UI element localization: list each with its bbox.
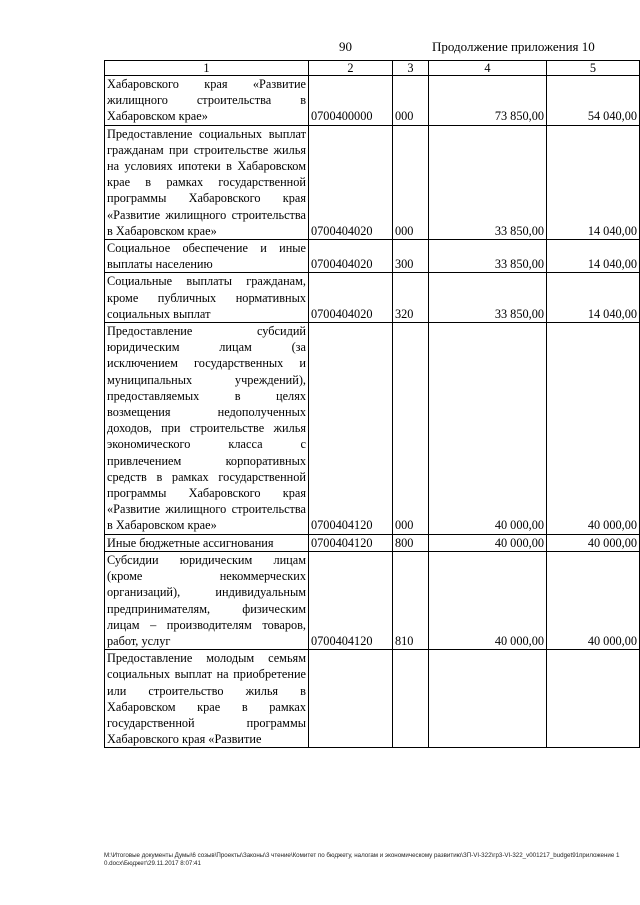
row-expense-type: 300 xyxy=(393,240,429,273)
row-name: Предоставление социальных выплат гражданам при строительстве жилья на условиях ипотеки в Хабаровском крае в рамках государственной программы Хабаровского края «Развитие жилищного строительства в Хабаровском крае» xyxy=(105,125,309,239)
row-value-col4: 40 000,00 xyxy=(429,534,547,551)
row-value-col5 xyxy=(547,650,640,748)
row-value-col4: 40 000,00 xyxy=(429,551,547,649)
row-expense-type: 810 xyxy=(393,551,429,649)
row-expense-type: 000 xyxy=(393,323,429,535)
row-name: Хабаровского края «Развитие жилищного строительства в Хабаровском крае» xyxy=(105,76,309,126)
row-name: Предоставление молодым семьям социальных выплат на приобретение или строительство жилья в Хабаровском крае в рамках государственной программы Хабаровского края «Развитие xyxy=(105,650,309,748)
row-expense-type xyxy=(393,650,429,748)
table-row xyxy=(105,551,640,649)
row-expense-type: 800 xyxy=(393,534,429,551)
row-value-col5: 40 000,00 xyxy=(547,551,640,649)
row-target-code: 0700404020 xyxy=(309,240,393,273)
budget-table xyxy=(104,60,640,748)
table-row xyxy=(105,650,640,748)
appendix-continuation-note: Продолжение приложения 10 xyxy=(432,39,595,54)
row-value-col4: 33 850,00 xyxy=(429,240,547,273)
column-header: 4 xyxy=(429,61,547,76)
row-name: Предоставление субсидий юридическим лицам (за исключением государственных и муниципальных учреждений), предоставляемых в целях возмещения недополученных доходов, при строительстве жилья экономического класса с привлечением корпоративных средств в рамках государственной программы Хабаровского края «Развитие жилищного строительства в Хабаровском крае» xyxy=(105,323,309,535)
page-number: 90 xyxy=(339,39,352,54)
row-value-col4: 73 850,00 xyxy=(429,76,547,126)
table-row xyxy=(105,534,640,551)
table-header-row xyxy=(105,61,640,76)
row-name: Социальные выплаты гражданам, кроме публичных нормативных социальных выплат xyxy=(105,273,309,323)
row-expense-type: 320 xyxy=(393,273,429,323)
table-row xyxy=(105,76,640,126)
row-target-code: 0700404020 xyxy=(309,125,393,239)
row-name: Иные бюджетные ассигнования xyxy=(105,534,309,551)
row-value-col5: 54 040,00 xyxy=(547,76,640,126)
column-header: 3 xyxy=(393,61,429,76)
table-row xyxy=(105,125,640,239)
column-header: 1 xyxy=(105,61,309,76)
row-value-col4: 33 850,00 xyxy=(429,273,547,323)
row-name: Субсидии юридическим лицам (кроме некоммерческих организаций), индивидуальным предпринимателям, физическим лицам – производителям товаров, работ, услуг xyxy=(105,551,309,649)
row-target-code: 0700404120 xyxy=(309,551,393,649)
row-value-col5: 14 040,00 xyxy=(547,125,640,239)
table-row xyxy=(105,240,640,273)
row-target-code: 0700404020 xyxy=(309,273,393,323)
row-value-col5: 40 000,00 xyxy=(547,323,640,535)
column-header: 2 xyxy=(309,61,393,76)
row-value-col5: 40 000,00 xyxy=(547,534,640,551)
document-file-path: M:\Итоговые документы Думы\6 созыв\Проекты\Законы\3 чтение\Комитет по бюджету, налогам и экономическому развитию\ЗП-VI-322\гр3-VI-322_v001217_budget91приложение 10.docx\Бюджет\29.11.2017 8:07:41 xyxy=(104,852,620,867)
row-expense-type: 000 xyxy=(393,125,429,239)
row-target-code: 0700404120 xyxy=(309,323,393,535)
row-target-code: 0700404120 xyxy=(309,534,393,551)
row-value-col5: 14 040,00 xyxy=(547,273,640,323)
row-target-code: 0700400000 xyxy=(309,76,393,126)
table-row xyxy=(105,273,640,323)
row-target-code xyxy=(309,650,393,748)
row-value-col5: 14 040,00 xyxy=(547,240,640,273)
row-expense-type: 000 xyxy=(393,76,429,126)
row-value-col4: 40 000,00 xyxy=(429,323,547,535)
row-value-col4 xyxy=(429,650,547,748)
row-value-col4: 33 850,00 xyxy=(429,125,547,239)
column-header: 5 xyxy=(547,61,640,76)
table-row xyxy=(105,323,640,535)
row-name: Социальное обеспечение и иные выплаты населению xyxy=(105,240,309,273)
